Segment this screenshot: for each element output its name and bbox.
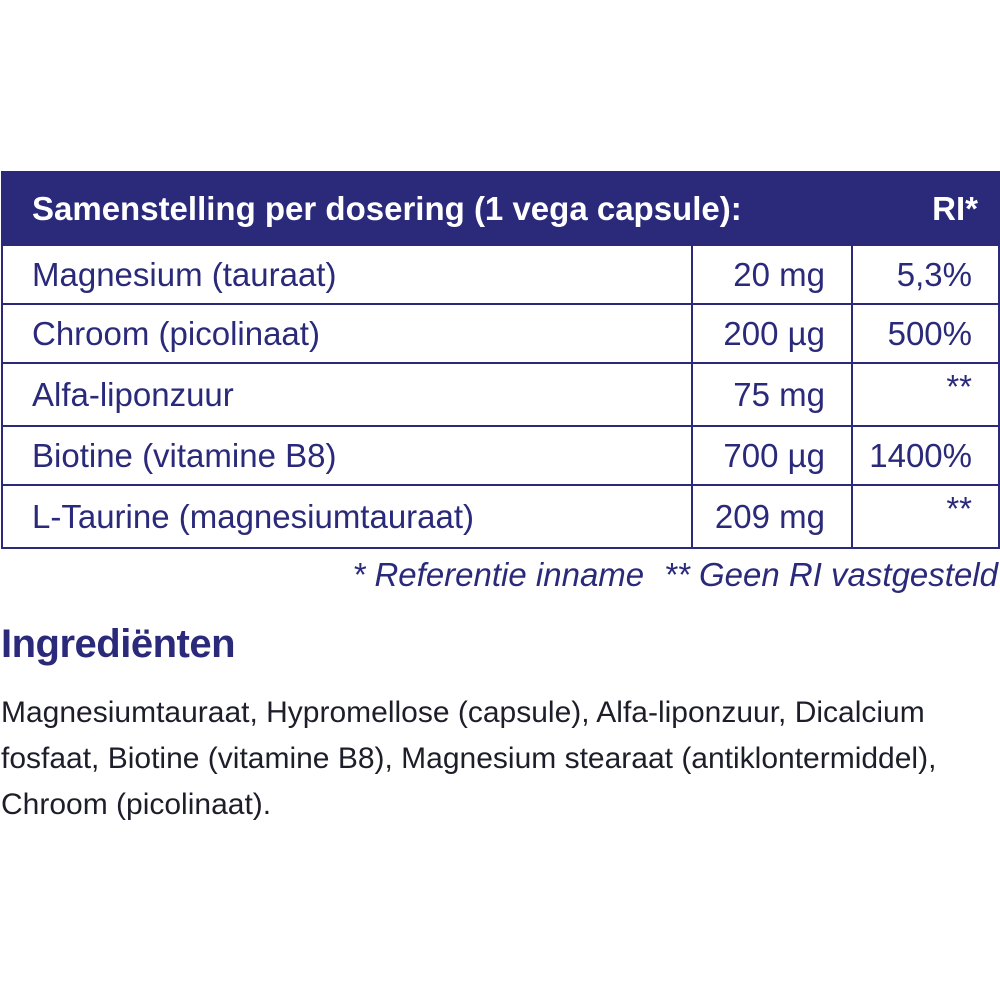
ingredients-list: Magnesiumtauraat, Hypromellose (capsule), Alfa-liponzuur, Dicalcium fosfaat, Biotine (vitamine B8), Magnesium stearaat (antiklontermiddel), Chroom (picolinaat). [1,696,937,821]
nutrient-name: Biotine (vitamine B8) [2,426,692,485]
ri-footnote: * Referentie inname [352,556,645,593]
nutrient-name: Magnesium (tauraat) [2,245,692,304]
table-row [2,426,999,485]
table-footnote [352,556,998,594]
nutrient-ri: ** [852,485,999,548]
table-row [2,485,999,548]
table-header-ri: RI* [852,172,999,245]
table-row [2,304,999,363]
nutrient-amount: 200 µg [692,304,852,363]
table-row [2,363,999,426]
nutrient-amount: 700 µg [692,426,852,485]
table-header-title: Samenstelling per dosering (1 vega capsule): [2,172,852,245]
nutrition-table [1,171,1000,549]
table-header-row [2,172,999,245]
nutrient-ri: 5,3% [852,245,999,304]
nutrient-ri: 1400% [852,426,999,485]
no-ri-footnote: ** Geen RI vastgesteld [664,556,998,593]
ingredients-title: Ingrediënten [1,622,236,666]
nutrient-amount: 75 mg [692,363,852,426]
table-row [2,245,999,304]
nutrient-ri: 500% [852,304,999,363]
nutrient-amount: 209 mg [692,485,852,548]
nutrient-amount: 20 mg [692,245,852,304]
nutrient-name: L-Taurine (magnesiumtauraat) [2,485,692,548]
nutrient-name: Alfa-liponzuur [2,363,692,426]
nutrient-name: Chroom (picolinaat) [2,304,692,363]
nutrient-ri: ** [852,363,999,426]
